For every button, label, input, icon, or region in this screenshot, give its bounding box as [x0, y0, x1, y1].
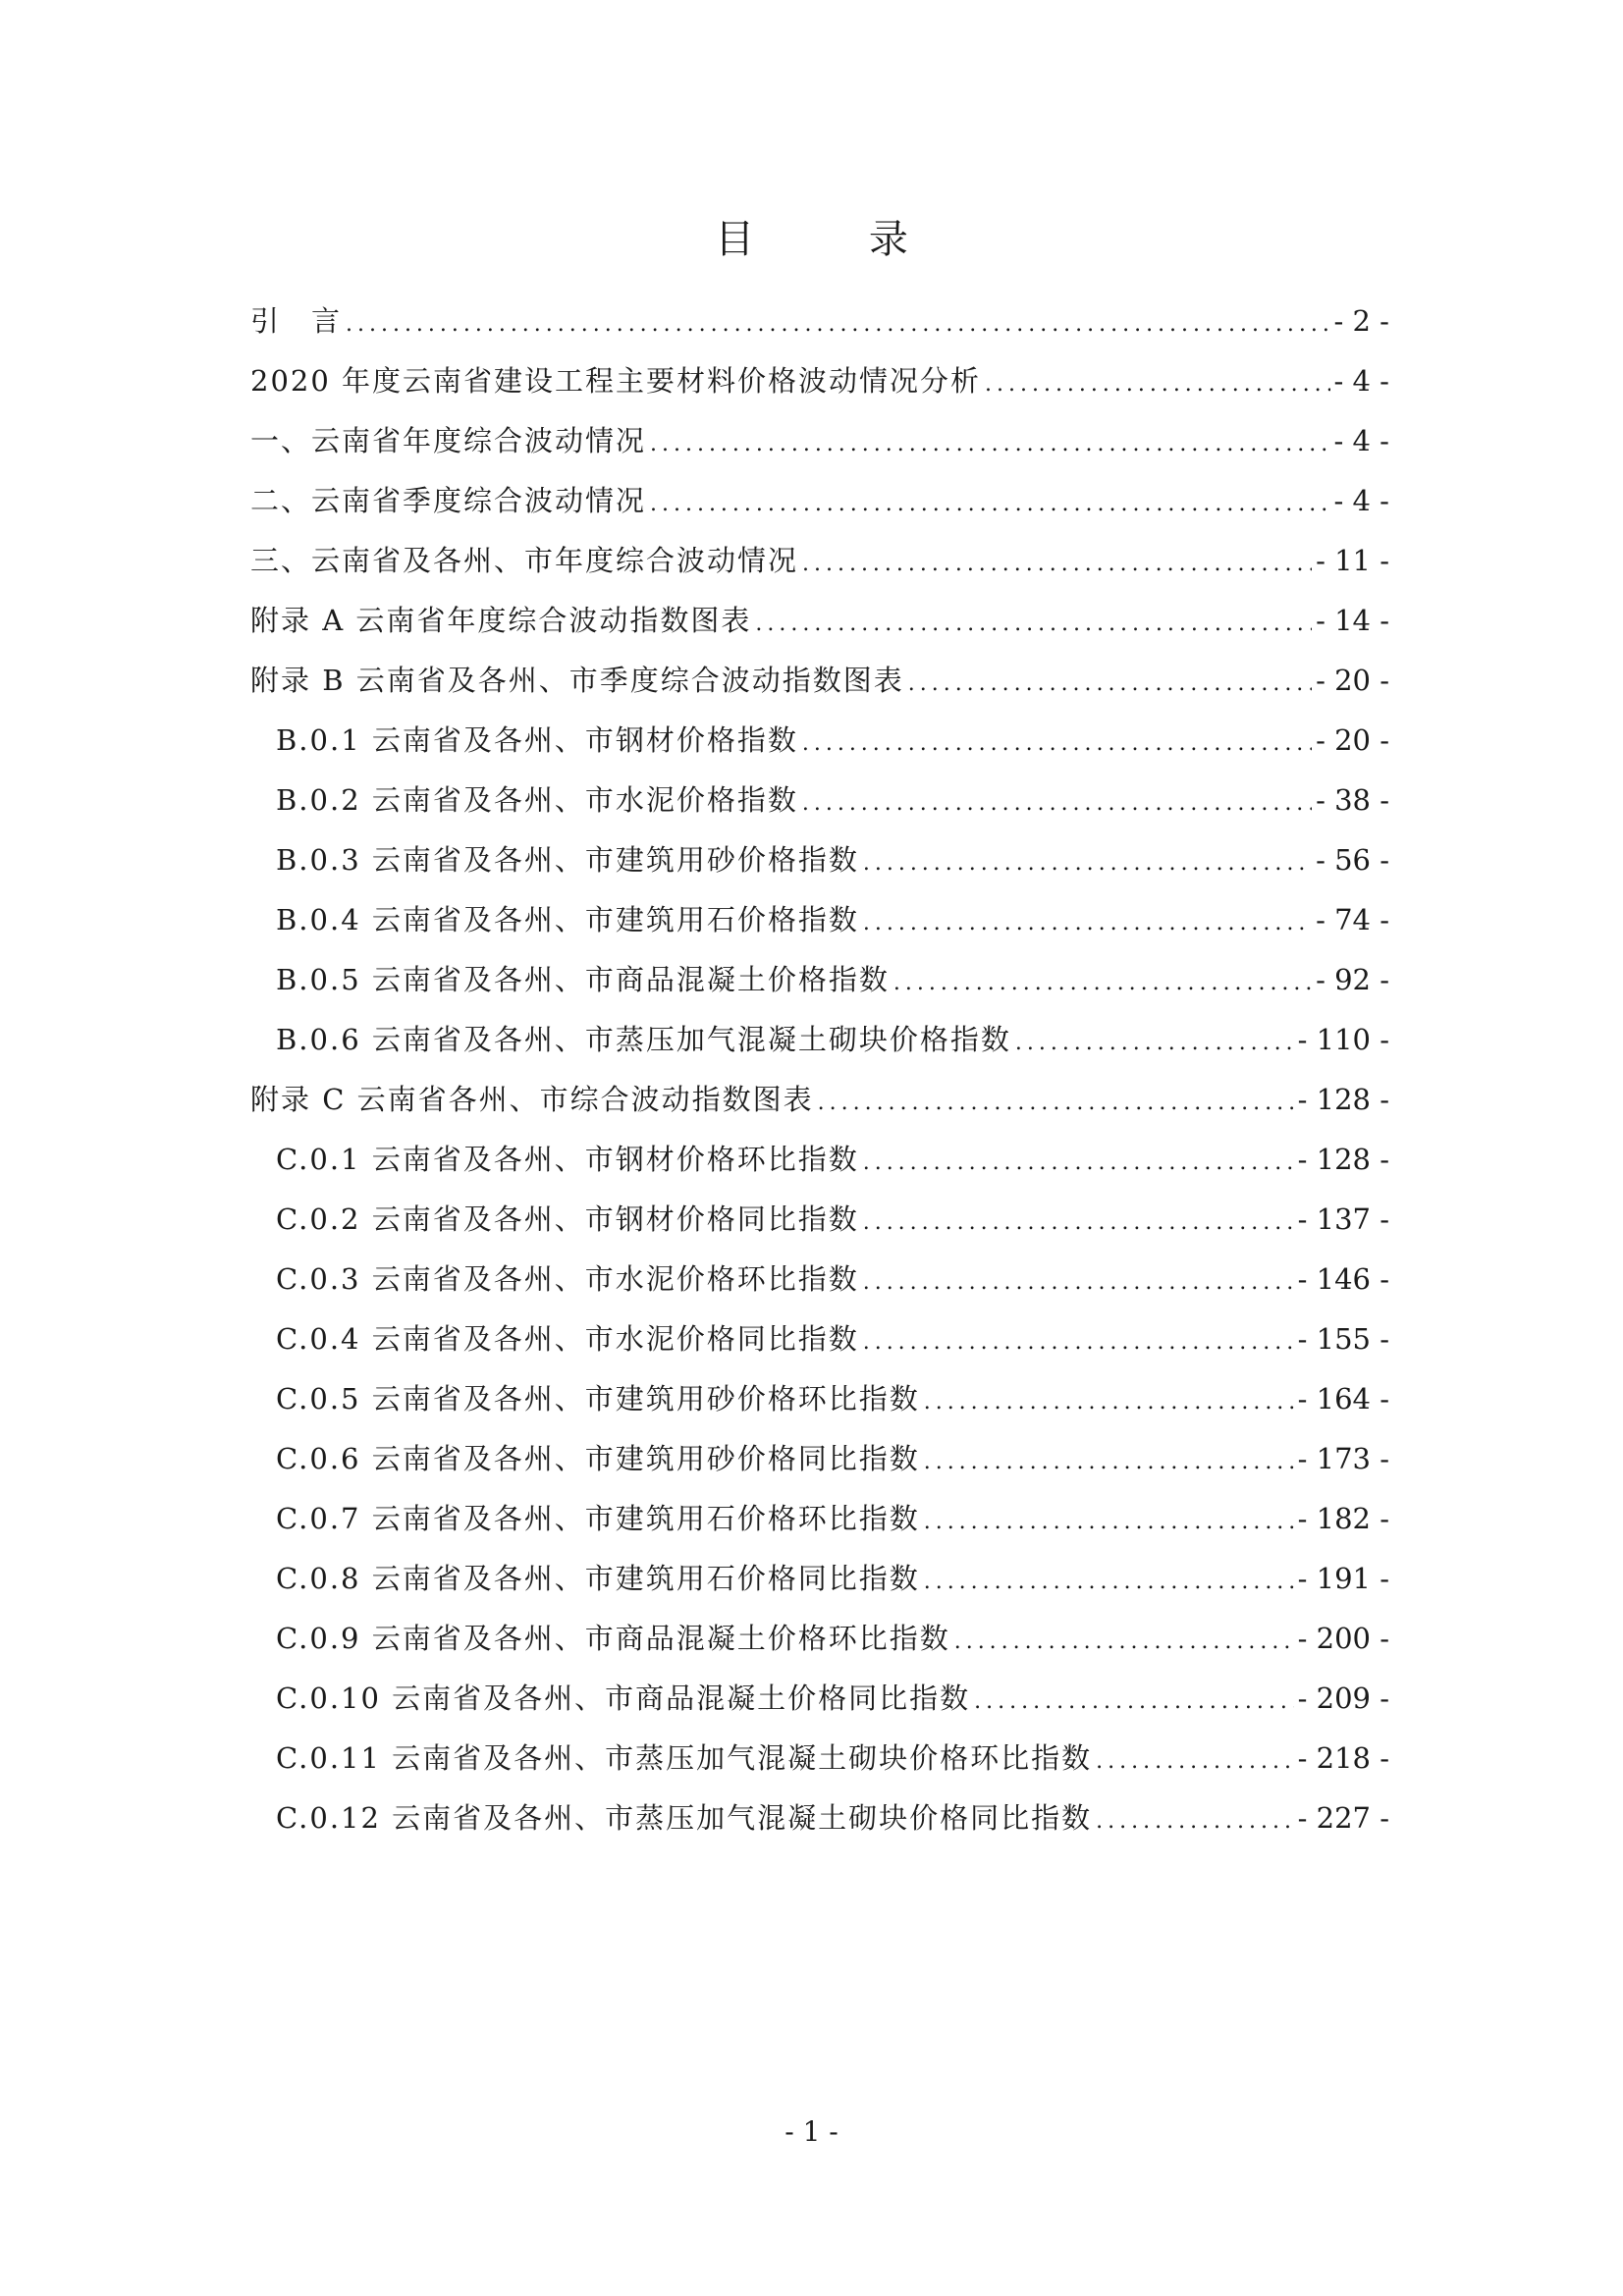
toc-entry-label: B.0.6 云南省及各州、市蒸压加气混凝土砌块价格指数 [276, 1023, 1011, 1056]
toc-entry-label: C.0.12 云南省及各州、市蒸压加气混凝土砌块价格同比指数 [276, 1801, 1093, 1835]
toc-entry-page-number: - 14 - [1316, 604, 1389, 637]
toc-entry-page-number: - 209 - [1297, 1682, 1389, 1715]
toc-entry[interactable] [250, 1497, 1389, 1557]
page-number: - 1 - [784, 2115, 839, 2148]
toc-entry[interactable] [250, 898, 1389, 958]
toc-entry[interactable] [250, 539, 1389, 599]
toc-dot-leader [863, 1270, 1294, 1295]
toc-entry[interactable] [250, 359, 1389, 419]
toc-entry-page-number: - 155 - [1297, 1322, 1389, 1356]
toc-dot-leader [755, 612, 1312, 636]
toc-dot-leader [802, 552, 1312, 576]
toc-entry-page-number: - 92 - [1316, 963, 1389, 996]
toc-dot-leader [863, 1150, 1294, 1175]
toc-entry[interactable] [250, 1377, 1389, 1437]
toc-entry[interactable] [250, 299, 1389, 359]
toc-dot-leader [1096, 1809, 1293, 1834]
toc-entry-label: B.0.2 云南省及各州、市水泥价格指数 [276, 783, 798, 817]
toc-entry-page-number: - 146 - [1297, 1262, 1389, 1296]
toc-dot-leader [924, 1450, 1294, 1474]
toc-entry-label: C.0.5 云南省及各州、市建筑用砂价格环比指数 [276, 1382, 920, 1415]
toc-entry[interactable] [250, 1437, 1389, 1497]
toc-entry-page-number: - 4 - [1333, 364, 1389, 398]
toc-entry-page-number: - 11 - [1316, 544, 1389, 577]
toc-entry[interactable] [250, 1257, 1389, 1317]
toc-entry-label: C.0.8 云南省及各州、市建筑用石价格同比指数 [276, 1562, 920, 1595]
toc-dot-leader [1015, 1031, 1294, 1055]
toc-entry[interactable] [250, 1317, 1389, 1377]
toc-entry-label: C.0.1 云南省及各州、市钢材价格环比指数 [276, 1143, 859, 1176]
toc-entry-page-number: - 4 - [1333, 424, 1389, 457]
toc-entry-label: C.0.7 云南省及各州、市建筑用石价格环比指数 [276, 1502, 920, 1535]
toc-entry[interactable] [250, 1796, 1389, 1856]
toc-dot-leader [802, 791, 1312, 816]
toc-entry[interactable] [250, 599, 1389, 659]
toc-dot-leader [863, 1330, 1294, 1355]
toc-entry-label: 三、云南省及各州、市年度综合波动情况 [250, 544, 799, 577]
toc-entry-page-number: - 227 - [1297, 1801, 1389, 1835]
toc-entry[interactable] [250, 719, 1389, 778]
toc-dot-leader [893, 971, 1312, 995]
toc-entry-label: B.0.5 云南省及各州、市商品混凝土价格指数 [276, 963, 890, 996]
toc-entry-page-number: - 218 - [1297, 1741, 1389, 1775]
toc-entry-label: 一、云南省年度综合波动情况 [250, 424, 647, 457]
toc-entry-label: 附录 A 云南省年度综合波动指数图表 [250, 604, 752, 637]
toc-dot-leader [985, 372, 1329, 397]
toc-entry-label: 二、云南省季度综合波动情况 [250, 484, 647, 517]
toc-entry-page-number: - 4 - [1333, 484, 1389, 517]
toc-entry-page-number: - 182 - [1297, 1502, 1389, 1535]
toc-entry[interactable] [250, 1617, 1389, 1677]
toc-entry-page-number: - 38 - [1316, 783, 1389, 817]
toc-dot-leader [924, 1570, 1294, 1594]
toc-entry-label: C.0.3 云南省及各州、市水泥价格环比指数 [276, 1262, 859, 1296]
toc-entry[interactable] [250, 1736, 1389, 1796]
toc-dot-leader [924, 1510, 1294, 1534]
toc-entry[interactable] [250, 1677, 1389, 1736]
toc-entry[interactable] [250, 419, 1389, 479]
toc-dot-leader [650, 492, 1329, 516]
toc-entry[interactable] [250, 1078, 1389, 1138]
toc-entry-label: 2020 年度云南省建设工程主要材料价格波动情况分析 [250, 364, 982, 398]
toc-entry-page-number: - 74 - [1316, 903, 1389, 936]
toc-entry-label: C.0.11 云南省及各州、市蒸压加气混凝土砌块价格环比指数 [276, 1741, 1093, 1775]
toc-entry[interactable] [250, 1018, 1389, 1078]
toc-entry-page-number: - 128 - [1297, 1083, 1389, 1116]
toc-dot-leader [818, 1091, 1294, 1115]
toc-entry-page-number: - 164 - [1297, 1382, 1389, 1415]
toc-entry-page-number: - 56 - [1316, 843, 1389, 877]
toc-dot-leader [863, 851, 1312, 876]
toc-entry-page-number: - 20 - [1316, 664, 1389, 697]
toc-entry[interactable] [250, 479, 1389, 539]
toc-entry-page-number: - 173 - [1297, 1442, 1389, 1475]
toc-entry-page-number: - 20 - [1316, 723, 1389, 757]
toc-entry[interactable] [250, 778, 1389, 838]
toc-entry-page-number: - 128 - [1297, 1143, 1389, 1176]
toc-entry-label: C.0.2 云南省及各州、市钢材价格同比指数 [276, 1202, 859, 1236]
toc-entry-page-number: - 137 - [1297, 1202, 1389, 1236]
toc-dot-leader [863, 911, 1312, 935]
toc-entry-page-number: - 110 - [1297, 1023, 1389, 1056]
toc-entry[interactable] [250, 838, 1389, 898]
toc-entry[interactable] [250, 1557, 1389, 1617]
toc-dot-leader [863, 1210, 1294, 1235]
toc-entry-label: B.0.4 云南省及各州、市建筑用石价格指数 [276, 903, 859, 936]
toc-entry-label: C.0.9 云南省及各州、市商品混凝土价格环比指数 [276, 1622, 950, 1655]
toc-entry-label: C.0.4 云南省及各州、市水泥价格同比指数 [276, 1322, 859, 1356]
toc-entry-label: B.0.3 云南省及各州、市建筑用砂价格指数 [276, 843, 859, 877]
toc-entry-label: 附录 C 云南省各州、市综合波动指数图表 [250, 1083, 814, 1116]
toc-entry-page-number: - 2 - [1333, 304, 1389, 338]
toc-entry[interactable] [250, 958, 1389, 1018]
toc-dot-leader [650, 432, 1329, 456]
toc-entry[interactable] [250, 1138, 1389, 1198]
toc-entry-label: 附录 B 云南省及各州、市季度综合波动指数图表 [250, 664, 904, 697]
toc-entry-page-number: - 200 - [1297, 1622, 1389, 1655]
toc-dot-leader [924, 1390, 1294, 1415]
toc-dot-leader [1096, 1749, 1293, 1774]
page-title: 目 录 [715, 217, 959, 262]
toc-entry-label: C.0.10 云南省及各州、市商品混凝土价格同比指数 [276, 1682, 971, 1715]
toc-dot-leader [908, 671, 1312, 696]
toc-dot-leader [954, 1629, 1294, 1654]
toc-entry[interactable] [250, 659, 1389, 719]
toc-entry[interactable] [250, 1198, 1389, 1257]
toc-dot-leader [346, 312, 1329, 337]
table-of-contents [250, 299, 1389, 1856]
toc-entry-page-number: - 191 - [1297, 1562, 1389, 1595]
toc-entry-label: B.0.1 云南省及各州、市钢材价格指数 [276, 723, 798, 757]
toc-entry-label: 引 言 [250, 304, 343, 338]
toc-dot-leader [802, 731, 1312, 756]
toc-dot-leader [974, 1689, 1293, 1714]
toc-entry-label: C.0.6 云南省及各州、市建筑用砂价格同比指数 [276, 1442, 920, 1475]
